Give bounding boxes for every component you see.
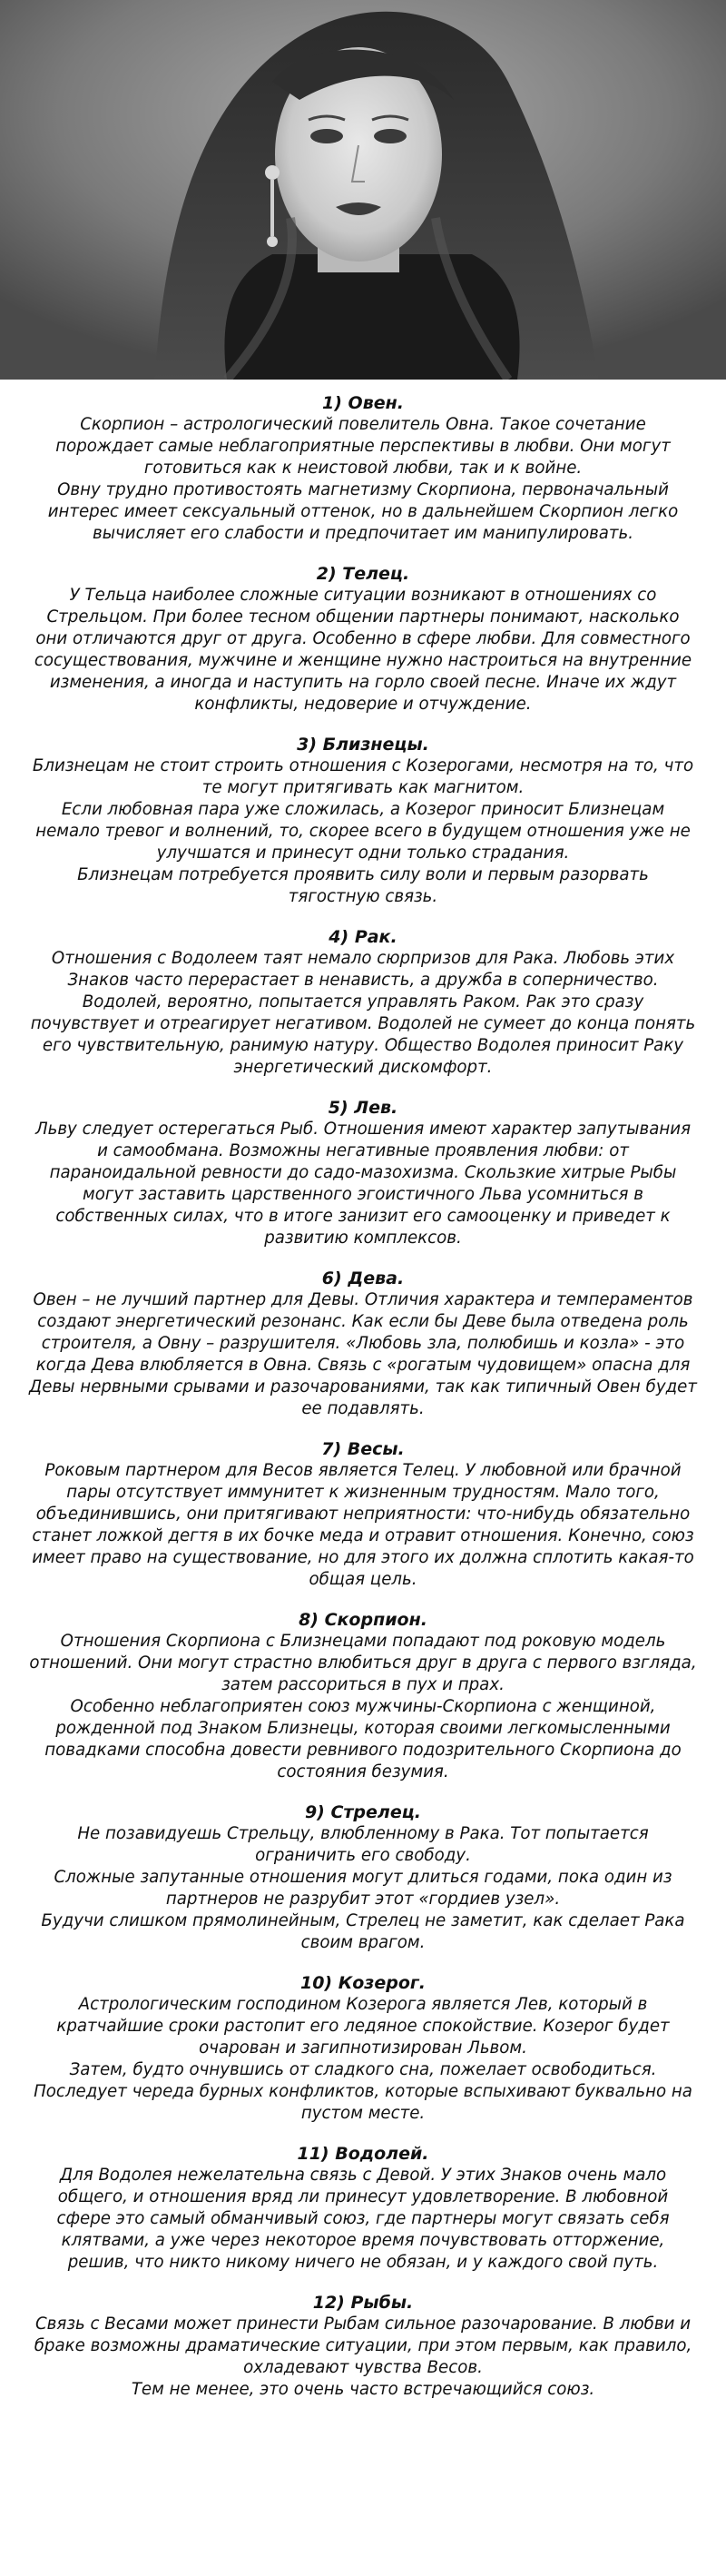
section-text: Роковым партнером для Весов является Телец. У любовной или брачной пары отсутствует иммунитет к жизненным трудностям. Мало того, объединившись, они притягивают неприятности: что-нибудь обязательно станет ложкой дегтя в их бочке меда и отравит отношения. Конечно, союз имеет право на существование, но для этого их должна сплотить какая-то общая цель. (32, 1461, 694, 1589)
sign-section-taurus (29, 563, 697, 716)
sign-section-capricorn (29, 1972, 697, 2125)
sign-section-libra (29, 1438, 697, 1591)
section-text: Близнецам не стоит строить отношения с Козерогами, несмотря на то, что те могут притягивать как магнитом. Если любовная пара уже сложилась, а Козерог приносит Близнецам немало тревог и волнений, то, скорее всего в будущем отношения уже не улучшатся и принесут одни только страдания. Близнецам потребуется проявить силу воли и первым разорвать тягостную связь. (32, 756, 694, 906)
sign-section-cancer (29, 926, 697, 1079)
section-title: 7) Весы. (321, 1439, 405, 1459)
section-title: 3) Близнецы. (297, 735, 429, 755)
sign-section-leo (29, 1097, 697, 1249)
section-text: Астрологическим господином Козерога является Лев, который в кратчайшие сроки растопит его ледяное спокойствие. Козерог будет очарован и загипнотизирован Львом. Затем, будто очнувшись от сладкого сна, пожелает освободиться. Последует череда бурных конфликтов, которые вспыхивают буквально на пустом месте. (34, 1995, 692, 2123)
section-title: 10) Козерог. (299, 1973, 427, 1993)
section-title: 5) Лев. (328, 1098, 398, 1118)
sign-section-virgo (29, 1268, 697, 1420)
section-text: Для Водолея нежелательна связь с Девой. У этих Знаков очень мало общего, и отношения вряд ли принесут удовлетворение. В любовной сфере это самый обманчивый союз, где партнеры могут связать себя клятвами, а уже через некоторое время почувствовать отторжение, решив, что никто никому ничего не обязан, и у каждого свой путь. (56, 2166, 670, 2272)
section-text: У Тельца наиболее сложные ситуации возникают в отношениях со Стрельцом. При более тесном общении партнеры понимают, насколько они отличаются друг от друга. Особенно в сфере любви. Для совместного сосуществования, мужчине и женщине нужно настроиться на внутренние изменения, а иногда и наступить на горло своей песне. Иначе их ждут конфликты, недоверие и отчуждение. (34, 586, 692, 714)
sign-section-aquarius (29, 2143, 697, 2274)
portrait-photo (0, 0, 726, 380)
sign-section-gemini (29, 734, 697, 908)
section-title: 11) Водолей. (297, 2144, 429, 2164)
section-title: 1) Овен. (322, 393, 404, 413)
sign-section-sagittarius (29, 1801, 697, 1954)
article-body (0, 380, 726, 2401)
section-title: 8) Скорпион. (299, 1610, 427, 1630)
header-photo (0, 0, 726, 380)
section-title: 4) Рак. (329, 927, 397, 947)
section-title: 2) Телец. (316, 564, 410, 584)
sign-section-pisces (29, 2292, 697, 2401)
sign-section-aries (29, 392, 697, 545)
section-title: 6) Дева. (321, 1268, 405, 1288)
sign-section-scorpio (29, 1609, 697, 1783)
section-text: Связь с Весами может принести Рыбам сильное разочарование. В любви и браке возможны драматические ситуации, при этом первым, как правило, охладевают чувства Весов. Тем не менее, это очень часто встречающийся союз. (34, 2314, 692, 2399)
section-text: Скорпион – астрологический повелитель Овна. Такое сочетание порождает самые неблагоприятные перспективы в любви. Они могут готовиться как к неистовой любви, так и к войне. Овну трудно противостоять магнетизму Скорпиона, первоначальный интерес имеет сексуальный оттенок, но в дальнейшем Скорпион легко вычисляет его слабости и предпочитает им манипулировать. (47, 415, 679, 543)
section-text: Не позавидуешь Стрельцу, влюбленному в Рака. Тот попытается ограничить его свободу. Сложные запутанные отношения могут длиться годами, пока один из партнеров не разрубит этот «гордиев узел». Будучи слишком прямолинейным, Стрелец не заметит, как сделает Рака своим врагом. (41, 1824, 685, 1952)
section-title: 9) Стрелец. (304, 1802, 422, 1822)
section-text: Овен – не лучший партнер для Девы. Отличия характера и темпераментов создают энергетический резонанс. Как если бы Деве была отведена роль строителя, а Овну – разрушителя. «Любовь зла, полюбишь и козла» - это когда Дева влюбляется в Овна. Связь с «рогатым чудовищем» опасна для Девы нервными срывами и разочарованиями, так как типичный Овен будет ее подавлять. (29, 1290, 697, 1418)
section-text: Льву следует остерегаться Рыб. Отношения имеют характер запутывания и самообмана. Возможны негативные проявления любви: от параноидальной ревности до садо-мазохизма. Скользкие хитрые Рыбы могут заставить царственного эгоистичного Льва усомниться в собственных силах, что в итоге занизит его самооценку и приведет к развитию комплексов. (34, 1120, 692, 1248)
section-title: 12) Рыбы. (312, 2293, 414, 2313)
section-text: Отношения с Водолеем таят немало сюрпризов для Рака. Любовь этих Знаков часто перерастает в ненависть, а дружба в соперничество. Водолей, вероятно, попытается управлять Раком. Рак это сразу почувствует и отреагирует негативом. Водолей не сумеет до конца понять его чувствительную, ранимую натуру. Общество Водолея приносит Раку энергетический дискомфорт. (30, 949, 696, 1077)
section-text: Отношения Скорпиона с Близнецами попадают под роковую модель отношений. Они могут страстно влюбиться друг в друга с первого взгляда, затем рассориться в пух и прах. Особенно неблагоприятен союз мужчины-Скорпиона с женщиной, рожденной под Знаком Близнецы, которая своими легкомысленными повадками способна довести ревнивого подозрительного Скорпиона до состояния безумия. (29, 1632, 697, 1781)
